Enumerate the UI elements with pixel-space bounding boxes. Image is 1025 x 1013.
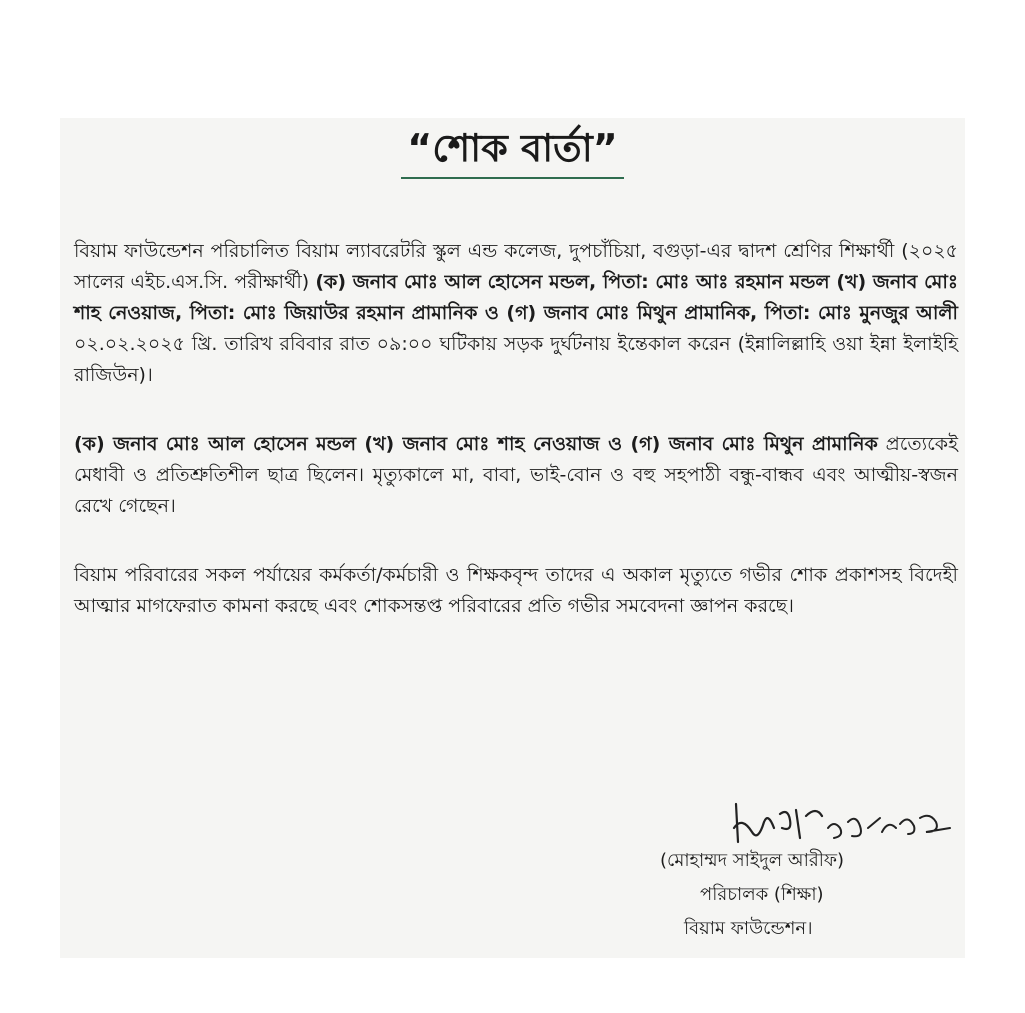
handwritten-signature <box>730 798 960 852</box>
paragraph-1-text-2: ০২.০২.২০২৫ খ্রি. তারিখ রবিবার রাত ০৯:০০ ঘটিকায় সড়ক দুর্ঘটনায় ইন্তেকাল করেন (ইন্নালিল্লাহি ওয়া ইন্না ইলাইহি রাজিউন)। <box>74 333 958 386</box>
paragraph-1-text-1: বিয়াম ফাউন্ডেশন পরিচালিত বিয়াম ল্যাবরেটরি স্কুল এন্ড কলেজ, দুপচাঁচিয়া, বগুড়া-এর দ্বাদশ শ্রেণির শিক্ষার্থী (২০২৫ সালের এইচ.এস.সি. পরীক্ষার্থী) <box>74 240 958 293</box>
title-container <box>0 125 1025 179</box>
paragraph-students <box>74 429 958 522</box>
paragraph-2-names: (ক) জনাব মোঃ আল হোসেন মন্ডল (খ) জনাব মোঃ শাহ নেওয়াজ ও (গ) জনাব মোঃ মিথুন প্রামানিক <box>74 433 878 455</box>
signatory-name: (মোহাম্মদ সাইদুল আরীফ) <box>660 850 845 871</box>
signatory-role: পরিচালক (শিক্ষা) <box>700 884 824 905</box>
paragraph-3-text-1: বিয়াম পরিবারের সকল পর্যায়ের কর্মকর্তা/কর্মচারী ও শিক্ষকবৃন্দ তাদের এ অকাল মৃত্যুতে গভীর শোক প্রকাশসহ বিদেহী আত্মার মাগফেরাত কামনা করছে এবং শোকসন্তপ্ত পরিবারের প্রতি গভীর সমবেদনা জ্ঞাপন করছে। <box>74 564 958 617</box>
document-body <box>74 236 958 622</box>
paragraph-announcement <box>74 236 958 391</box>
paragraph-2-text-1: প্রত্যেকেই মেধাবী ও প্রতিশ্রুতিশীল ছাত্র ছিলেন। মৃত্যুকালে মা, বাবা, ভাই-বোন ও বহু সহপাঠী বন্ধু-বান্ধব এবং আত্মীয়-স্বজন রেখে গেছেন। <box>74 433 958 517</box>
signatory-organization: বিয়াম ফাউন্ডেশন। <box>684 918 813 939</box>
paragraph-condolence <box>74 560 958 622</box>
document-title: “শোক বার্তা” <box>401 125 623 179</box>
signature-block <box>640 798 960 958</box>
paragraph-1-names: (ক) জনাব মোঃ আল হোসেন মন্ডল, পিতা: মোঃ আঃ রহমান মন্ডল (খ) জনাব মোঃ শাহ নেওয়াজ, পিতা: মোঃ জিয়াউর রহমান প্রামানিক ও (গ) জনাব মোঃ মিথুন প্রামানিক, পিতা: মোঃ মুনজুর আলী <box>74 271 958 324</box>
